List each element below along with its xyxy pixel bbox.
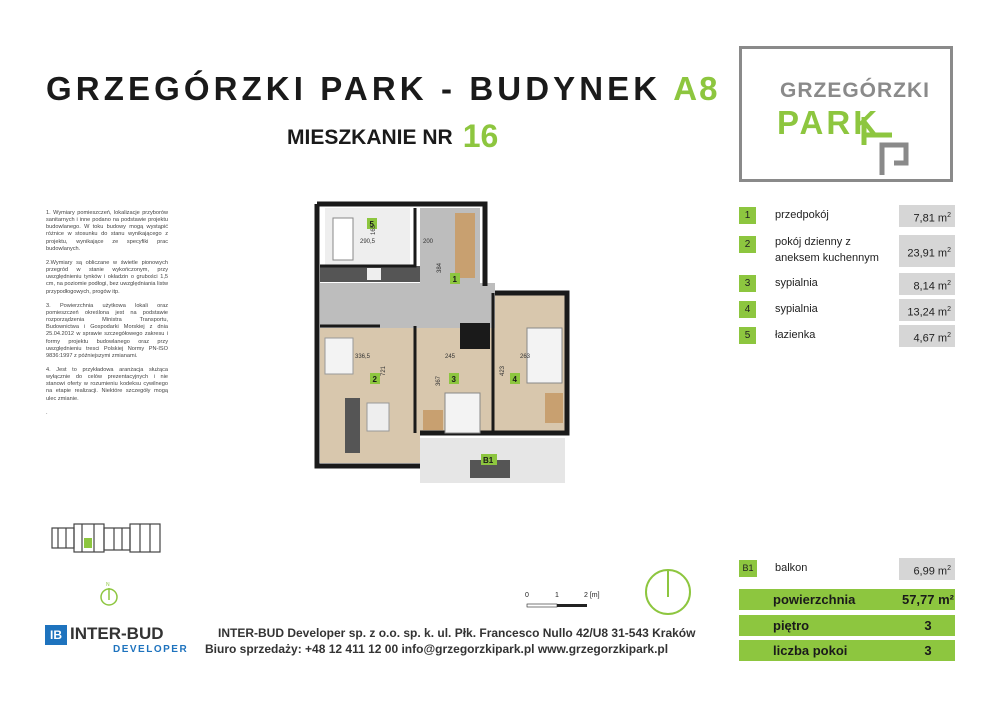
floor-plan — [305, 198, 580, 488]
dim-3: 200 — [423, 239, 434, 245]
brand-name: INTER-BUD — [70, 624, 164, 643]
dim-10: 423 — [500, 365, 506, 376]
footer-company: INTER-BUD Developer sp. z o.o. sp. k. ul. Płk. Francesco Nullo 42/U8 31-543 Kraków — [218, 626, 696, 640]
dim-9: 263 — [520, 354, 531, 360]
room-number: 2 — [739, 236, 756, 253]
note-5: . — [46, 409, 48, 416]
scale-bar — [521, 592, 601, 614]
room-row-4 — [739, 299, 955, 321]
logo-p-mark-icon — [860, 117, 930, 179]
plan-label-2: 2 — [372, 375, 377, 384]
notes-block — [46, 210, 168, 424]
scale-tick-1: 1 — [555, 592, 559, 599]
dim-1: 290,5 — [360, 239, 376, 245]
subtitle-text: MIESZKANIE NR — [287, 126, 453, 149]
bed-4 — [527, 328, 562, 383]
summary-label: powierzchnia — [773, 592, 856, 607]
summary-value: 3 — [924, 643, 932, 658]
dim-4: 384 — [437, 262, 443, 273]
balcony-number: B1 — [739, 560, 757, 577]
summary-area — [739, 589, 955, 610]
plan-label-5: 5 — [369, 220, 374, 229]
north-label: N — [106, 582, 110, 588]
grzegorzki-park-logo — [739, 46, 953, 182]
hallway-floor — [320, 283, 495, 328]
dim-6: 721 — [381, 365, 387, 376]
desk-4 — [545, 393, 563, 423]
balcony-row — [739, 558, 955, 580]
plan-label-b1: B1 — [483, 456, 494, 465]
dining-table — [325, 338, 353, 374]
note-3: 3. Powierzchnia użytkowa lokali oraz pomieszczeń określona jest na podstawie rozporządzenia Ministra Transportu, Budownictwa i Gospodarki Morskiej z dnia 25.04.2012 w sprawie szczegółowego zakresu i formy projektu budowlanego oraz przy uwzględnieniu tresci Polskiej Normy PN-ISO 9836:1997 z późniejszymi zmianami. — [46, 302, 168, 359]
room-number: 4 — [739, 301, 756, 318]
scale-tick-0: 0 — [525, 592, 529, 599]
building-key-plan — [50, 522, 165, 557]
room-row-2 — [739, 235, 955, 267]
apartment-number: 16 — [462, 118, 499, 154]
plan-label-1: 1 — [452, 275, 457, 284]
footer-contact: Biuro sprzedaży: +48 12 411 12 00 info@grzegorzkipark.pl www.grzegorzkipark.pl — [205, 642, 669, 656]
room-area: 13,24 $m^2$ — [899, 299, 955, 321]
note-4: 4. Jest to przykładowa aranżacja służąca wyłącznie do celów prezentacyjnych i nie stanowi oferty w rozumieniu kodeksu cywilnego na etapie realizacji. Niektóre szczegóły mogą ulec zmianie. — [46, 366, 168, 402]
dim-2: 165 — [371, 224, 377, 235]
dim-8: 367 — [436, 375, 442, 386]
bathtub — [333, 218, 353, 260]
wardrobe — [460, 323, 490, 349]
page-title — [46, 70, 719, 108]
dim-7: 245 — [445, 354, 456, 360]
logo-park-text: PARK — [777, 104, 881, 141]
room-number: 1 — [739, 207, 756, 224]
north-arrow-icon — [98, 580, 120, 608]
logo-top-text: GRZEGÓRZKI — [780, 79, 930, 102]
room-name: łazienka — [775, 329, 816, 341]
compass-icon — [643, 567, 693, 617]
bed-3 — [445, 393, 480, 433]
apartment-subtitle — [287, 115, 498, 152]
room-area: 23,91 $m^2$ — [899, 235, 955, 267]
room-name: sypialnia — [775, 277, 818, 289]
summary-value: 3 — [924, 618, 932, 633]
balcony-area: 6,99 $m^2$ — [899, 558, 955, 580]
summary-value: 57,77 m² — [901, 592, 955, 607]
room-row-5 — [739, 325, 955, 347]
summary-label: piętro — [773, 618, 810, 633]
desk-3 — [423, 410, 443, 430]
summary-rooms — [739, 640, 955, 661]
balcony-name: balkon — [775, 562, 808, 574]
room-area: 4,67 $m^2$ — [899, 325, 955, 347]
room-row-1 — [739, 205, 955, 227]
note-1: 1. Wymiary pomieszczeń, lokalizacje przyborów sanitarnych i inne podano na podstawie projektu budowlanego. W toku budowy mogą wystąpić różnice w stosunku do stanu wynikającego z projektu, wynikające ze specyfiki prac budowlanych. — [46, 210, 168, 252]
sink — [367, 268, 381, 280]
room-area: 8,14 $m^2$ — [899, 273, 955, 295]
apartment-location-marker — [84, 538, 92, 548]
plan-label-4: 4 — [512, 375, 517, 384]
hall-shelf — [455, 213, 475, 278]
sofa — [345, 398, 360, 453]
coffee-table — [367, 403, 389, 431]
room-row-3 — [739, 273, 955, 295]
brand-sub: DEVELOPER — [113, 644, 189, 655]
dim-5: 336,5 — [355, 354, 371, 360]
note-2: 2.Wymiary są obliczane w świetle pionowych przegród w stanie wykończonym, przy uwzględnieniu tynków i okładzin o grubości 1,5 cm, na poziomie podłogi, bez uwzględniania listw przypodłogowych, progów itp. — [46, 259, 168, 295]
room-name: przedpokój — [775, 209, 829, 221]
summary-label: liczba pokoi — [773, 643, 848, 658]
room-name: pokój dzienny z aneksem kuchennym — [775, 236, 879, 264]
plan-label-3: 3 — [451, 375, 456, 384]
building-code: A8 — [673, 70, 720, 107]
title-text: GRZEGÓRZKI PARK - BUDYNEK — [46, 70, 662, 107]
room-number: 5 — [739, 327, 756, 344]
room-area: 7,81 $m^2$ — [899, 205, 955, 227]
ib-logo-icon: IB — [45, 625, 67, 645]
scale-tick-2: 2 [m] — [584, 592, 600, 599]
summary-floor — [739, 615, 955, 636]
room-number: 3 — [739, 275, 756, 292]
room-name: sypialnia — [775, 303, 818, 315]
